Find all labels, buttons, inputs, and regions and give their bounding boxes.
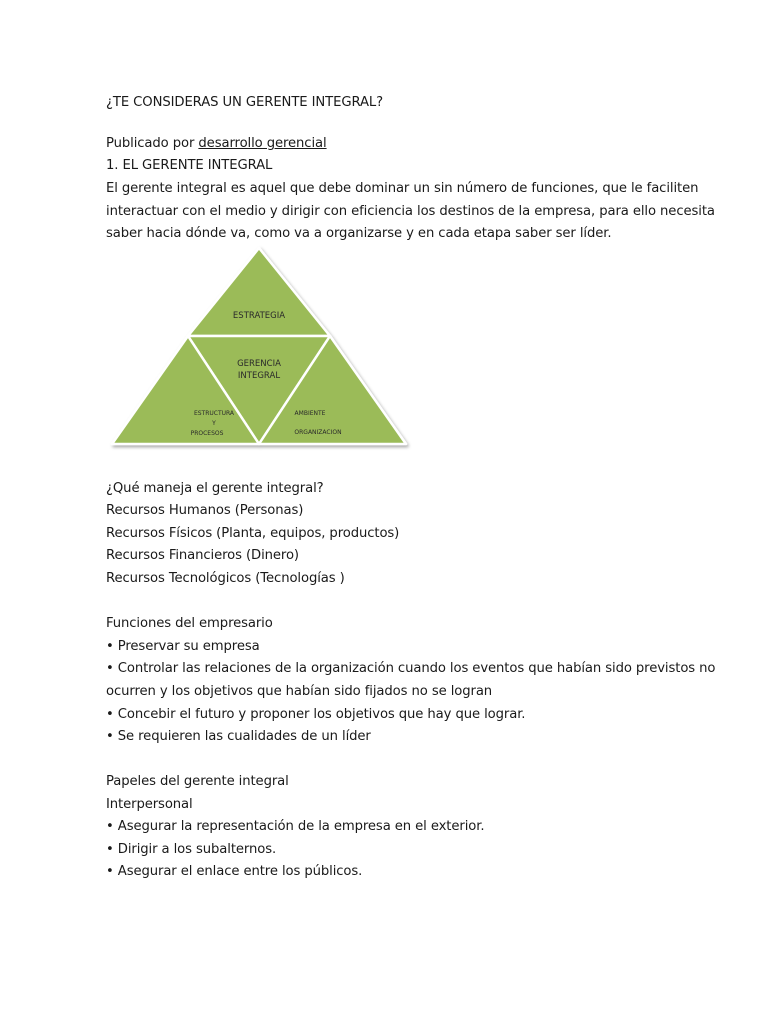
bullet-line: • Concebir el futuro y proponer los objetivos que hay que lograr. — [106, 707, 526, 722]
diagram-label-right-2: ORGANIZACION — [294, 429, 342, 436]
diagram-label-center-1: GERENCIA — [237, 359, 281, 369]
bullet-line: • Dirigir a los subalternos. — [106, 842, 277, 857]
list-item: Recursos Tecnológicos (Tecnologías ) — [106, 571, 345, 586]
diagram-label-left-1: ESTRUCTURA — [193, 410, 235, 417]
byline — [106, 135, 327, 153]
bullet-line: ocurren y los objetivos que habían sido fijados no se logran — [106, 684, 493, 699]
list-item: Recursos Físicos (Planta, equipos, productos) — [106, 526, 400, 541]
author-link[interactable]: desarrollo gerencial — [198, 136, 327, 151]
bullet-line: • Controlar las relaciones de la organización cuando los eventos que habían sido previstos no — [106, 661, 716, 676]
bullet-line: • Asegurar el enlace entre los públicos. — [106, 864, 363, 879]
diagram-label-left-3: PROCESOS — [190, 430, 224, 437]
paragraph-line: interactuar con el medio y dirigir con eficiencia los destinos de la empresa, para ello necesita — [106, 204, 715, 219]
diagram-label-center-2: INTEGRAL — [237, 371, 281, 381]
gerencia-integral-triangle-diagram — [106, 244, 412, 452]
list-item: Recursos Humanos (Personas) — [106, 503, 304, 518]
paragraph-line: El gerente integral es aquel que debe dominar un sin número de funciones, que le faciliten — [106, 181, 699, 196]
triangle-top-estrategia — [188, 248, 330, 336]
document-title: ¿TE CONSIDERAS UN GERENTE INTEGRAL? — [106, 95, 384, 110]
diagram-label-top: ESTRATEGIA — [232, 311, 286, 321]
section-heading-funciones: Funciones del empresario — [106, 616, 273, 631]
section-heading-papeles: Papeles del gerente integral — [106, 774, 289, 789]
bullet-line: • Preservar su empresa — [106, 639, 260, 654]
bullet-line: • Se requieren las cualidades de un líder — [106, 729, 371, 744]
subheading-interpersonal: Interpersonal — [106, 797, 193, 812]
bullet-line: • Asegurar la representación de la empresa en el exterior. — [106, 819, 485, 834]
diagram-label-left-2: Y — [212, 420, 216, 427]
byline-prefix: Publicado por — [106, 136, 199, 151]
list-item: Recursos Financieros (Dinero) — [106, 548, 299, 563]
diagram-label-right-1: AMBIENTE — [294, 410, 326, 417]
section-heading-que-maneja: ¿Qué maneja el gerente integral? — [106, 481, 324, 496]
paragraph-line: saber hacia dónde va, como va a organizarse y en cada etapa saber ser líder. — [106, 226, 612, 241]
section-heading-gerente-integral: 1. EL GERENTE INTEGRAL — [106, 158, 273, 173]
